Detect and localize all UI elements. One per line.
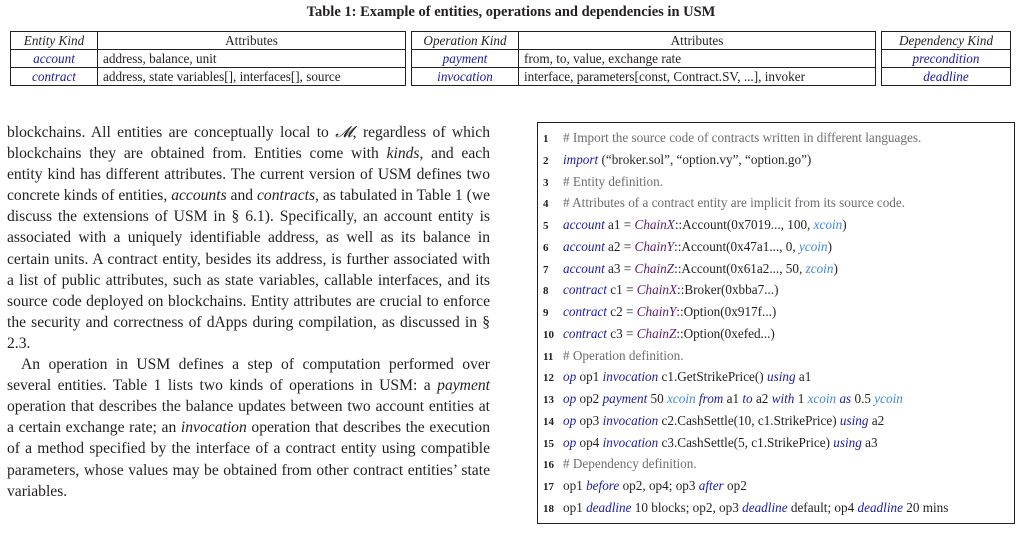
code-token: (“broker.sol”, “option.vy”, “option.go”) bbox=[598, 151, 812, 167]
code-line bbox=[543, 171, 1014, 193]
entity-attributes-cell: address, state variables[], interfaces[], source bbox=[98, 68, 406, 86]
code-token: xcoin bbox=[667, 391, 696, 406]
code-token: ::Account(0x7019..., 100, bbox=[674, 217, 814, 232]
code-listing bbox=[537, 122, 1015, 524]
code-token: a3 bbox=[861, 434, 878, 450]
line-number: 18 bbox=[543, 502, 554, 515]
code-line bbox=[543, 149, 1014, 171]
code-token: invocation bbox=[602, 369, 659, 385]
entity-kind-cell: account bbox=[11, 50, 98, 68]
code-token: # Import the source code of contracts written in different languages. bbox=[563, 130, 922, 145]
code-token: contract bbox=[563, 325, 607, 341]
code-token: a2 bbox=[868, 412, 885, 428]
code-token: a1 = bbox=[604, 217, 635, 232]
code-line bbox=[543, 366, 1014, 388]
code-token: ::Option(0x917f...) bbox=[676, 304, 777, 319]
math-symbol-m: 𝓜 bbox=[335, 123, 353, 141]
operation-attributes-cell: from, to, value, exchange rate bbox=[519, 50, 876, 68]
code-token: default; op4 bbox=[787, 499, 858, 515]
entity-kind-header: Entity Kind bbox=[11, 32, 98, 50]
line-number: 11 bbox=[543, 350, 554, 363]
code-line bbox=[543, 192, 1014, 214]
code-token: xcoin bbox=[807, 391, 837, 406]
table-caption: Table 1: Example of entities, operations and dependencies in USM bbox=[306, 4, 716, 20]
code-token: ::Account(0x47a1..., 0, bbox=[674, 238, 799, 254]
entity-attributes-cell: address, balance, unit bbox=[98, 50, 406, 68]
code-token: op2, op4; op3 bbox=[619, 478, 699, 493]
code-token: with bbox=[771, 391, 795, 406]
code-token: account bbox=[563, 238, 605, 254]
code-token: contract bbox=[563, 282, 607, 298]
line-number: 2 bbox=[543, 154, 549, 167]
code-token: op bbox=[563, 391, 577, 406]
code-token: contract bbox=[563, 304, 607, 319]
code-token: using bbox=[833, 434, 862, 450]
code-line bbox=[543, 345, 1014, 367]
code-token: deadline bbox=[742, 499, 788, 515]
code-token: ::Option(0xefed...) bbox=[676, 325, 775, 341]
dependency-kind-cell: precondition bbox=[882, 50, 1011, 68]
code-token: c1.GetStrikePrice() bbox=[658, 369, 767, 385]
line-number: 6 bbox=[543, 241, 549, 254]
code-token: c3.CashSettle(5, c1.StrikePrice) bbox=[658, 434, 834, 450]
code-token: op bbox=[563, 434, 577, 450]
line-number: 17 bbox=[543, 481, 554, 493]
line-number: 14 bbox=[543, 415, 554, 428]
code-token: 50 bbox=[647, 391, 668, 406]
code-token: before bbox=[586, 478, 620, 493]
line-number: 15 bbox=[543, 437, 554, 450]
code-token: 10 blocks; op2, op3 bbox=[631, 499, 743, 515]
code-token: # Entity definition. bbox=[563, 173, 663, 189]
code-line bbox=[543, 301, 1014, 323]
code-line bbox=[543, 432, 1014, 454]
code-token: ycoin bbox=[799, 238, 828, 254]
code-token: deadline bbox=[586, 499, 632, 515]
code-token: ChainY bbox=[636, 304, 677, 319]
code-line bbox=[543, 453, 1014, 475]
code-token: xcoin bbox=[813, 217, 843, 232]
dependency-kind-header: Dependency Kind bbox=[882, 32, 1011, 50]
code-line bbox=[543, 410, 1014, 432]
code-token: using bbox=[839, 412, 869, 428]
operation-attributes-header: Attributes bbox=[519, 32, 876, 50]
code-token: 20 mins bbox=[902, 499, 949, 515]
line-number: 3 bbox=[543, 176, 549, 189]
code-token: # Attributes of a contract entity are implicit from its source code. bbox=[563, 195, 906, 211]
code-token: to bbox=[742, 391, 753, 406]
code-token: ::Account(0x61a2..., 50, bbox=[674, 260, 806, 276]
code-token: as bbox=[839, 391, 852, 406]
code-token: op2 bbox=[723, 478, 747, 493]
code-token: a1 bbox=[723, 391, 743, 406]
code-token: 0.5 bbox=[851, 391, 875, 406]
line-number: 10 bbox=[543, 328, 554, 341]
code-token: ChainY bbox=[634, 238, 675, 254]
code-token: import bbox=[563, 151, 599, 167]
code-token: c2.CashSettle(10, c1.StrikePrice) bbox=[658, 412, 840, 428]
entity-table bbox=[10, 31, 406, 86]
code-token: ) bbox=[842, 217, 847, 232]
line-number: 16 bbox=[543, 459, 554, 472]
code-token: ChainZ bbox=[634, 260, 675, 276]
code-token: invocation bbox=[602, 434, 659, 450]
code-token: # Operation definition. bbox=[563, 347, 684, 363]
code-token: deadline bbox=[857, 499, 903, 515]
code-token: ) bbox=[833, 260, 838, 276]
code-token: op3 bbox=[576, 412, 603, 428]
code-token: op bbox=[563, 369, 577, 385]
code-token: op1 bbox=[563, 499, 587, 515]
line-number: 13 bbox=[543, 394, 554, 406]
code-token: account bbox=[563, 260, 605, 276]
code-line bbox=[543, 323, 1014, 345]
entity-kind-cell: contract bbox=[11, 68, 98, 86]
code-line bbox=[543, 279, 1014, 301]
code-token: c3 = bbox=[606, 325, 637, 341]
dependency-table bbox=[881, 31, 1011, 86]
line-number: 12 bbox=[543, 372, 554, 385]
line-number: 5 bbox=[543, 220, 549, 232]
code-token: ChainX bbox=[636, 282, 678, 298]
code-line bbox=[543, 475, 1014, 497]
code-line bbox=[543, 236, 1014, 258]
code-token: zcoin bbox=[805, 260, 834, 276]
code-token: a3 = bbox=[604, 260, 635, 276]
code-token: from bbox=[698, 391, 724, 406]
code-token: a2 bbox=[752, 391, 772, 406]
code-token: account bbox=[563, 217, 605, 232]
line-number: 1 bbox=[543, 133, 549, 145]
code-token: a1 bbox=[795, 369, 812, 385]
code-token: after bbox=[698, 478, 724, 493]
code-line bbox=[543, 388, 1014, 410]
code-token: ChainX bbox=[634, 217, 675, 232]
code-token: invocation bbox=[602, 412, 659, 428]
code-token: op bbox=[563, 412, 577, 428]
operation-kind-cell: invocation bbox=[412, 68, 519, 86]
line-number: 4 bbox=[543, 198, 549, 211]
body-text-column bbox=[7, 122, 490, 502]
paragraph-entities: blockchains. All entities are conceptually local to 𝓜, regardless of which blockchains they are obtained from. Entities come with kinds, and each entity kind has different attributes. The current version of USM defines two concrete kinds of entities, accounts and contracts, as tabulated in Table 1 (we discuss the extensions of USM in § 6.1). Specifically, an account entity is associated with a uniquely identifiable address, as well as its balance in certain units. A contract entity, besides its address, is further associated with a list of public attributes, such as state variables, callable interfaces, and its source code deployed on blockchains. Entity attributes are crucial to enforce the security and correctness of dApps during compilation, as discussed in § 2.3. bbox=[7, 123, 491, 352]
code-token: op1 bbox=[576, 369, 603, 385]
code-token: c1 = bbox=[606, 282, 637, 298]
code-token: ChainZ bbox=[636, 325, 677, 341]
code-token: c2 = bbox=[606, 304, 637, 319]
code-line bbox=[543, 258, 1014, 280]
operation-kind-cell: payment bbox=[412, 50, 519, 68]
code-line bbox=[543, 127, 1014, 149]
dependency-kind-cell: deadline bbox=[882, 68, 1011, 86]
code-token: a2 = bbox=[604, 238, 635, 254]
code-token: ) bbox=[827, 238, 832, 254]
line-number: 8 bbox=[543, 285, 549, 298]
code-token: 1 bbox=[794, 391, 808, 406]
code-token: payment bbox=[602, 391, 648, 406]
line-number: 9 bbox=[543, 307, 549, 319]
entity-attributes-header: Attributes bbox=[98, 32, 406, 50]
code-token: op2 bbox=[576, 391, 603, 406]
code-token: op4 bbox=[576, 434, 603, 450]
code-token: op1 bbox=[563, 478, 587, 493]
operation-kind-header: Operation Kind bbox=[412, 32, 519, 50]
code-token: ::Broker(0xbba7...) bbox=[677, 282, 779, 298]
paragraph-operations: An operation in USM defines a step of computation performed over several entities. Table 1 lists two kinds of operations in USM: a payment operation that describes the balance updates between two account entities at a certain exchange rate; an invocation operation that describes the execution of a method specified by the interface of a contract entity using compatible parameters, whose values may be obtained from other contract entities’ state variables. bbox=[7, 356, 490, 500]
code-line bbox=[543, 214, 1014, 236]
code-token: using bbox=[767, 369, 796, 385]
line-number: 7 bbox=[543, 263, 549, 276]
code-line bbox=[543, 497, 1014, 519]
code-token: ycoin bbox=[874, 391, 903, 406]
operation-attributes-cell: interface, parameters[const, Contract.SV, ...], invoker bbox=[519, 68, 876, 86]
operation-table bbox=[411, 31, 876, 86]
code-token: # Dependency definition. bbox=[563, 456, 697, 472]
